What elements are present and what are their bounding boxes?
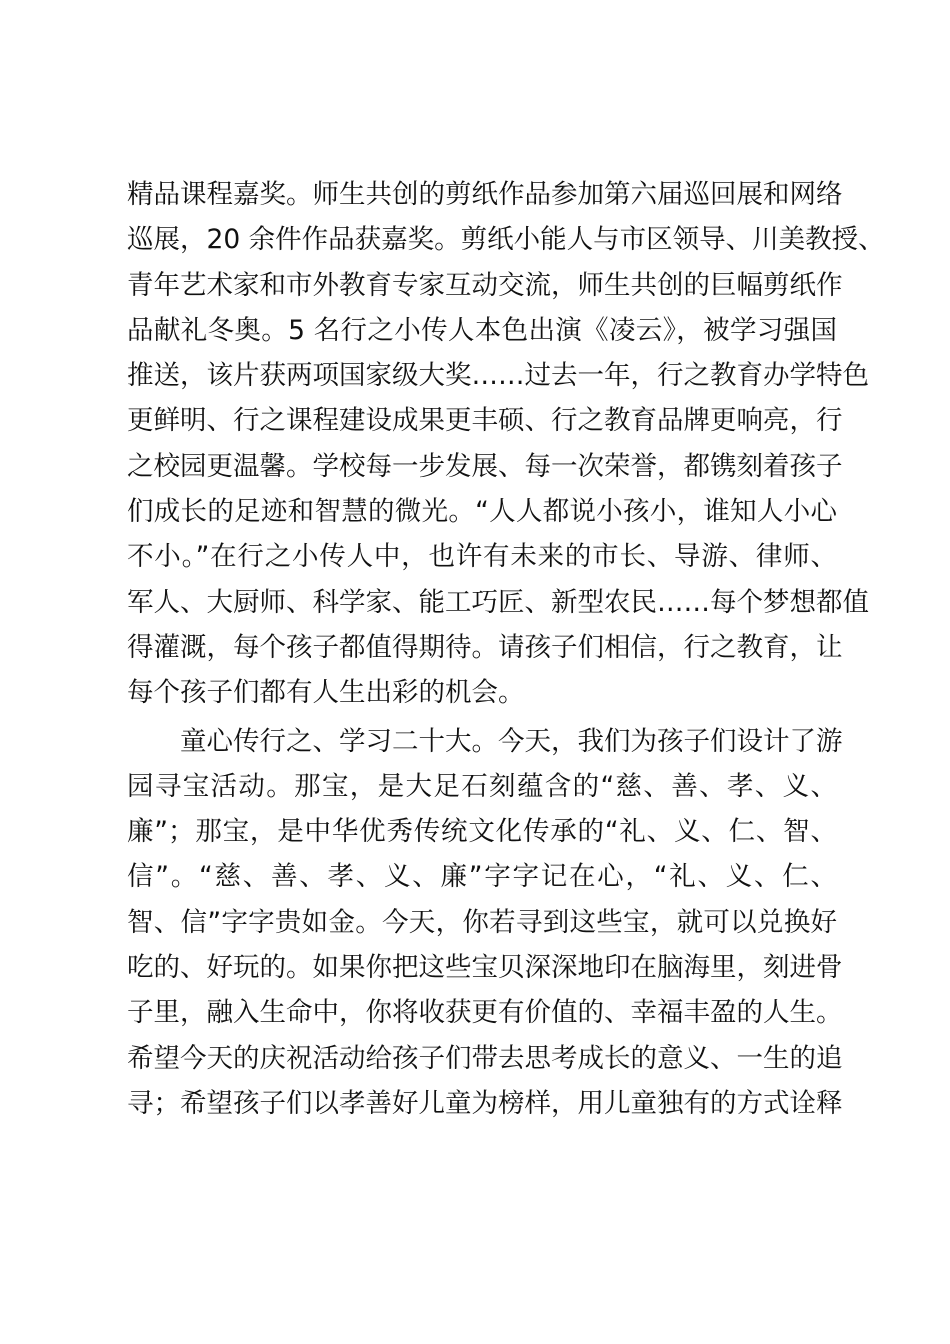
text-line: 们成长的足迹和智慧的微光。“人人都说小孩小，谁知人小心	[127, 496, 837, 528]
text-line: 吃的、好玩的。如果你把这些宝贝深深地印在脑海里，刻进骨	[127, 952, 843, 984]
text-line: 得灌溉，每个孩子都值得期待。请孩子们相信，行之教育，让	[127, 631, 843, 663]
text-line: 希望今天的庆祝活动给孩子们带去思考成长的意义、一生的追	[127, 1042, 843, 1074]
text-line: 每个孩子们都有人生出彩的机会。	[127, 677, 525, 709]
text-line: 园寻宝活动。那宝，是大足石刻蕴含的“慈、善、孝、义、	[127, 770, 837, 802]
body-text	[127, 172, 885, 1126]
text-line: 更鲜明、行之课程建设成果更丰硕、行之教育品牌更响亮，行	[127, 405, 843, 437]
text-line: 青年艺术家和市外教育专家互动交流，师生共创的巨幅剪纸作	[127, 269, 843, 301]
paragraph	[127, 719, 843, 1127]
text-line: 寻；希望孩子们以孝善好儿童为榜样，用儿童独有的方式诠释	[127, 1087, 843, 1119]
text-line: 军人、大厨师、科学家、能工巧匠、新型农民……每个梦想都值	[127, 586, 869, 618]
text-line: 童心传行之、学习二十大。今天，我们为孩子们设计了游	[180, 725, 843, 757]
paragraph	[127, 172, 885, 716]
text-line: 廉”；那宝，是中华优秀传统文化传承的“礼、义、仁、智、	[127, 816, 837, 848]
text-line: 不小。”在行之小传人中，也许有未来的市长、导游、律师、	[127, 541, 837, 573]
text-line: 推送，该片获两项国家级大奖……过去一年，行之教育办学特色	[127, 360, 869, 392]
text-line: 之校园更温馨。学校每一步发展、每一次荣誉，都镌刻着孩子	[127, 450, 843, 482]
text-line: 精品课程嘉奖。师生共创的剪纸作品参加第六届巡回展和网络	[127, 179, 843, 210]
text-line: 信”。“慈、善、孝、义、廉”字字记在心，“礼、义、仁、	[127, 861, 837, 893]
text-line: 智、信”字字贵如金。今天，你若寻到这些宝，就可以兑换好	[127, 906, 837, 938]
text-line: 巡展，20 余件作品获嘉奖。剪纸小能人与市区领导、川美教授、	[127, 224, 885, 256]
text-line: 子里，融入生命中，你将收获更有价值的、幸福丰盈的人生。	[127, 997, 843, 1029]
text-line: 品献礼冬奥。5 名行之小传人本色出演《凌云》，被学习强国	[127, 314, 837, 346]
